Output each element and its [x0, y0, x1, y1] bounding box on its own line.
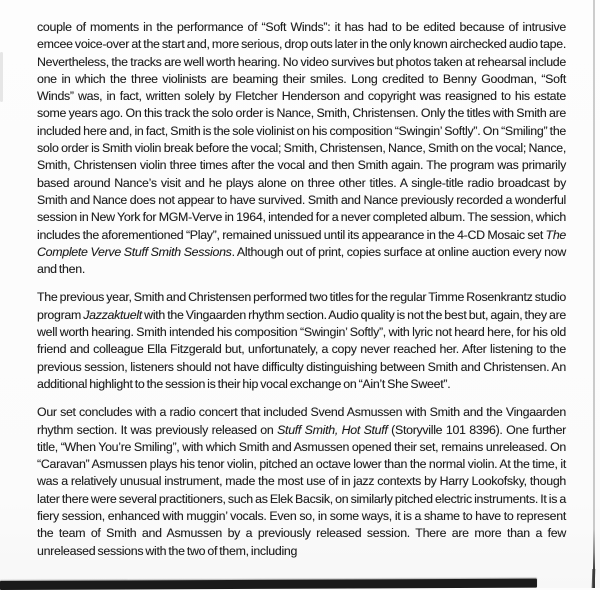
body-text: . Although out of print, copies surface at online auction every now and then. — [37, 244, 567, 277]
italic-title-text: Stuff Smith, Hot Stuff — [277, 422, 388, 437]
body-text: couple of moments in the performance of “Soft Winds”: it has had to be edited because of intrusive emcee voice-over at the start and, more serious, drop outs later in the only known airchecked audio tape. Nevertheless, the tracks are well worth hearing. No video survives but photos taken at rehearsal include one in which the three violinists are beaming their smiles. Long credited to Benny Goodman, “Soft Winds” was, in fact, written solely by Fletcher Henderson and copyright was reasigned to his estate some years ago. On this track the solo order is Nance, Smith, Christensen. Only the titles with Smith are included here and, in fact, Smith is the sole violinist on his composition “Swingin’ Softly”. On “Smiling” the solo order is Smith violin break before the vocal; Smith, Christensen, Nance, Smith on the vocal; Nance, Smith, Christensen violin three times after the vocal and then Smith again. The program was primarily based around Nance’s visit and he plays alone on three other titles. A single-title radio broadcast by Smith and Nance does not appear to have survived. Smith and Nance previously recorded a wonderful session in New York for MGM-Verve in 1964, intended for a never completed album. The session, which includes the aforementioned “Play”, remained unissued until its appearance in the 4-CD Mosaic set — [37, 20, 566, 242]
scan-left-edge-smudge — [0, 52, 3, 102]
italic-title-text: Jazzaktuelt — [83, 307, 142, 322]
liner-notes-text — [37, 19, 566, 560]
body-text: The previous year, Smith and Christensen performed two titles for the regular Timme Rosenkrantz studio program — [37, 290, 566, 322]
italic-title-text: The Complete Verve Stuff Smith Sessions — [37, 227, 566, 259]
body-text: with the Vingaarden rhythm section. Audio quality is not the best but, again, they are well worth hearing. Smith intended his composition “Swingin’ Softly”, with lyric not heard here, for his old friend and colleague Ella Fitzgerald but, unfortunately, a copy never reached her. After listening to the previous session, listeners should not have difficulty distinguishing between Smith and Christensen. An additional highlight to the session is their hip vocal exchange on “Ain’t She Sweet”. — [37, 307, 567, 391]
body-text: Our set concludes with a radio concert that included Svend Asmussen with Smith and the Vingaarden rhythm section. It was previously released on — [37, 405, 566, 437]
body-text: (Storyville 101 8396). One further title, “When You’re Smiling”, with which Smith and Asmussen opened their set, remains unreleased. On “Caravan” Asmussen plays his tenor violin, pitched an octave lower than the normal violin. At the time, it was a relatively unusual instrument, made the most use of in jazz contexts by Harry Lookofsky, though later there were several practitioners, such as Elek Bacsik, on similarly pitched electric instruments. It is a fiery session, enhanced with muggin’ vocals. Even so, in some ways, it is a shame to have to represent the team of Smith and Asmussen by a previously released session. There are more than a few unreleased sessions with the two of them, including — [37, 422, 566, 558]
paragraph-soft-winds — [37, 19, 566, 278]
paragraph-asmussen-concert — [37, 404, 566, 560]
page-edge-line — [593, 0, 595, 588]
scan-bottom-bar — [0, 579, 537, 590]
paragraph-jazzaktuelt-session — [37, 289, 566, 393]
